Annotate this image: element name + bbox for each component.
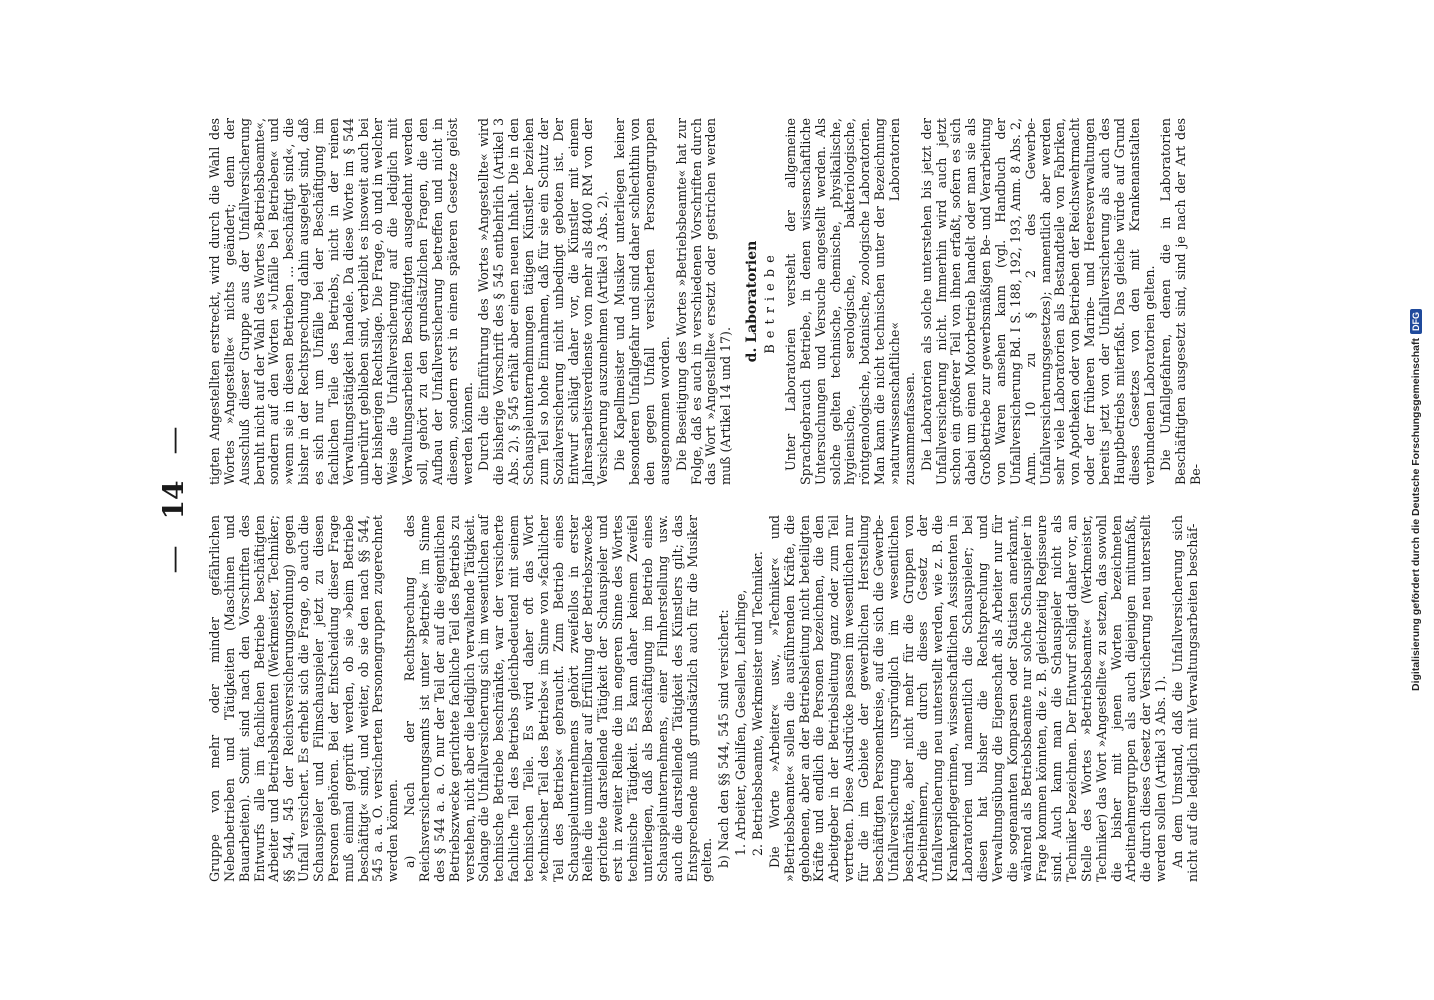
list-item: 2. Betriebsbeamte, Werkmeister und Techniker. — [749, 551, 765, 856]
header-dash-right: — — [157, 426, 190, 455]
left-column — [208, 515, 1206, 882]
paragraph: Die Laboratorien als solche unterstehen bis jetzt der Unfallversicherung nicht. Immerhin wird auch jetzt schon ein größerer Teil von ihnen erfaßt, sofern es sich dabei um einen Motorbetrieb handelt oder man sie als Großbetriebe zur gewerbsmäßigen Be- und Verarbeitung von Waren ansehen kann (vgl. Handbuch der Unfallversicherung Bd. I S. 188, 192, 193, Anm. 8 Abs. 2, Anm. 10 zu § 2 des Gewerbe-Unfallversicherungsgesetzes); namentlich aber werden sehr viele Laboratorien als Bestandteile von Fabriken, von Apotheken oder von Betrieben der Reichswehrmacht oder der früheren Marine- und Heeresverwaltungen bereits jetzt von der Unfallversicherung als auch des Hauptbetriebs miterfaßt. Das gleiche würde auf Grund dieses Gesetzes von den mit Krankenanstalten verbundenen Laboratorien gelten. — [918, 118, 1157, 485]
page-header — [157, 118, 190, 882]
paragraph: tigten Angestellten erstreckt, wird durch die Wahl des Wortes »Angestellte« nichts geändert; denn der Ausschluß dieser Gruppe aus der Unfallversicherung beruht nicht auf der Wahl des Wortes »Betriebsbeamte«, sondern auf den Worten »Unfälle bei Betrieben« und »wenn sie in diesen Betrieben ... beschäftigt sind«, die bisher in der Rechtsprechung dahin ausgelegt sind, daß es sich nur um Unfälle bei der Beschäftigung im fachlichen Teile des Betriebs, nicht in der reinen Verwaltungstätigkeit handele. Da diese Worte im § 544 unberührt geblieben sind, verbleibt es insoweit auch bei der bisherigen Rechtslage. Die Frage, ob und in welcher Weise die Unfallversicherung auf die lediglich mit Verwaltungsarbeiten Beschäftigten ausgedehnt werden soll, gehört zu den grundsätzlichen Fragen, die den Aufbau der Unfallversicherung betreffen und nicht in diesem, sondern erst in einem späteren Gesetze gelöst werden können. — [207, 118, 475, 485]
paragraph: An dem Umstand, daß die Unfallversicherung sich nicht auf die lediglich mit Verwaltungsarbeiten beschäf- — [1170, 515, 1200, 882]
paragraph: b) Nach den §§ 544, 545 sind versichert: — [716, 609, 732, 868]
credit-text: Digitalisierung gefördert durch die Deutsche Forschungsgemeinschaft — [1410, 338, 1422, 691]
paragraph: a) Nach der Rechtsprechung des Reichsversicherungsamts ist unter »Betrieb« im Sinne des § 544 a. a. O. nur der Teil der auf die eigentlichen Betriebszwecke gerichtete fachliche Teil des Betriebs zu verstehen, nicht aber die lediglich verwaltende Tätigkeit. Solange die Unfallversicherung sich im wesentlichen auf technische Betriebe beschränkte, war der versicherte fachliche Teil des Betriebs gleichbedeutend mit seinem technischen Teile. Es wird daher oft das Wort »technischer Teil des Betriebs« im Sinne von »fachlicher Teil des Betriebs« gebraucht. Zum Betrieb eines Schauspielunternehmens gehört zweifellos in erster Reihe die unmittelbar auf Erfüllung der Betriebszwecke gerichtete darstellende Tätigkeit der Schauspieler und erst in zweiter Reihe die im engeren Sinne des Wortes technische Tätigkeit. Es kann daher keinem Zweifel unterliegen, daß als Beschäftigung im Betrieb eines Schauspielunternehmens, einer Filmherstellung usw. auch die darstellende Tätigkeit des Künstlers gilt; das Entsprechende muß grundsätzlich auch für die Musiker gelten. — [402, 515, 715, 882]
paragraph: Die Worte »Arbeiter« usw., »Techniker« und »Betriebsbeamte« sollen die ausführenden Kräfte, die gehobenen, aber an der Betriebsleitung nicht beteiligten Kräfte und endlich die Personen bezeichnen, die den Arbeitgeber in der Betriebsleitung ganz oder zum Teil vertreten. Diese Ausdrücke passen im wesentlichen nur für die im Gebiete der gewerblichen Herstellung beschäftigten Personenkreise, auf die sich die Gewerbe-Unfallversicherung ursprünglich im wesentlichen beschränkte, aber nicht mehr für die Gruppen von Arbeitnehmern, die durch dieses Gesetz der Unfallversicherung neu unterstellt werden, wie z. B. die Krankenpflegerinnen, wissenschaftlichen Assistenten in Laboratorien und namentlich die Schauspieler; bei diesen hat bisher die Rechtsprechung und Verwaltungsübung die Eigenschaft als Arbeiter nur für die sogenannten Komparsen oder Statisten anerkannt, während als Betriebsbeamte nur solche Schauspieler in Frage kommen könnten, die z. B. gleichzeitig Regisseure sind. Auch kann man die Schauspieler nicht als Techniker bezeichnen. Der Entwurf schlägt daher vor, an Stelle des Wortes »Betriebsbeamte« (Werkmeister, Techniker) das Wort »Angestellte« zu setzen, das sowohl die bisher mit jenen Worten bezeichneten Arbeitnehmergruppen als auch diejenigen mitumfaßt, die durch dieses Gesetz der Versicherung neu unterstellt werden sollen (Artikel 3 Abs. 1). — [766, 515, 1169, 882]
section-heading: d. Laboratorien — [744, 240, 761, 363]
paragraph: Durch die Einführung des Wortes »Angestellte« wird die bisherige Vorschrift des § 545 entbehrlich (Artikel 3 Abs. 2). § 545 erhält aber einen neuen Inhalt. Die in den Schauspielunternehmungen tätigen Künstler beziehen zum Teil so hohe Einnahmen, daß für sie ein Schutz der Sozialversicherung nicht unbedingt geboten ist. Der Entwurf schlägt daher vor, die Künstler mit einem Jahresarbeitsverdienste von mehr als 8400 RM von der Versicherung auszunehmen (Artikel 3 Abs. 2). — [476, 118, 611, 485]
paragraph: Gruppe von mehr oder minder gefährlichen Nebenbetrieben und Tätigkeiten (Maschinen und Bauarbeiten). Somit sind nach den Vorschriften des Entwurfs alle im fachlichen Betriebe beschäftigten Arbeiter und Betriebsbeamten (Werkmeister, Techniker; §§ 544, 545 der Reichsversicherungsordnung) gegen Unfall versichert. Es erhebt sich die Frage, ob auch die Schauspieler und Filmschauspieler jetzt zu diesen Personen gehören. Bei der Entscheidung dieser Frage muß einmal geprüft werden, ob sie »beim Betriebe beschäftigt« sind, und weiter, ob sie den nach §§ 544, 545 a. a. O. versicherten Personengruppen zugerechnet werden können. — [207, 515, 401, 882]
paragraph: Die Beseitigung des Wortes »Betriebsbeamte« hat zur Folge, daß es auch in verschiedenen Vorschriften durch das Wort »Angestellte« ersetzt oder gestrichen werden muß (Artikel 14 und 17). — [673, 118, 734, 485]
list-item: 1. Arbeiter, Gehilfen, Gesellen, Lehrlinge, — [733, 589, 749, 856]
dfg-logo: DFG — [1410, 309, 1422, 334]
page-number: 14 — [157, 480, 190, 520]
rotated-document-page — [117, 70, 1317, 930]
header-dash-left: — — [157, 545, 190, 574]
digitization-credit — [1402, 0, 1430, 1000]
right-column — [208, 118, 1206, 485]
text-columns — [208, 118, 1206, 882]
paragraph: Unter Laboratorien versteht der allgemeine Sprachgebrauch Betriebe, in denen wissenschaftliche Untersuchungen und Versuche angestellt werden. Als solche gelten technische, chemische, physikalische, hygienische, serologische, bakteriologische, röntgenologische, botanische, zoologische Laboratorien. Man kann die nicht technischen unter der Bezeichnung »naturwissenschaftliche« Laboratorien zusammenfassen. — [782, 118, 917, 485]
section-subheading: Betriebe — [762, 249, 778, 354]
paragraph: Die Unfallgefahren, denen die in Laboratorien Beschäftigten ausgesetzt sind, sind je nach der Art des Be- — [1158, 118, 1204, 485]
paragraph: Die Kapellmeister und Musiker unterliegen keiner besonderen Unfallgefahr und sind daher schlechthin von den gegen Unfall versicherten Personengruppen ausgenommen worden. — [612, 118, 672, 485]
